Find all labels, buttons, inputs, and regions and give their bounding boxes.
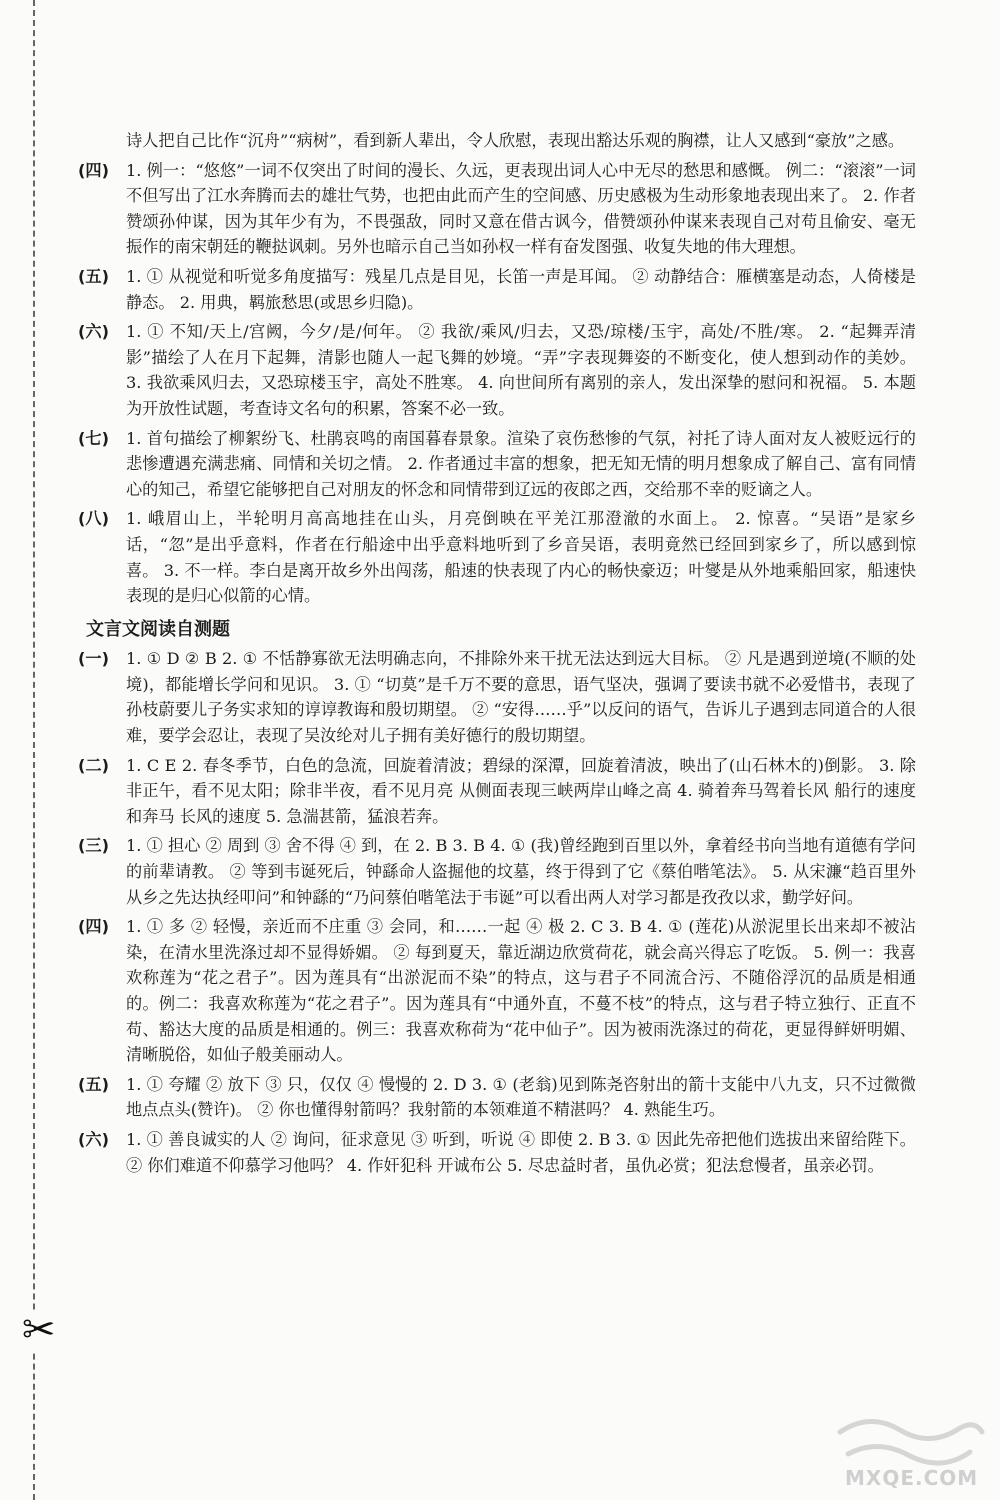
prose-item-6: [78, 1127, 916, 1178]
item-label: (二): [78, 755, 109, 775]
item-text: 1. ① 夸耀 ② 放下 ③ 只，仅仅 ④ 慢慢的 2. D 3. ① (老翁)见到陈尧咨射出的箭十支能中八九支，只不过微微地点点头(赞许)。 ② 你也懂得射箭吗？我射箭的本领难道不精湛吗？ 4. 熟能生巧。: [126, 1074, 916, 1120]
item-text: 1. ① 从视觉和听觉多角度描写：残星几点是目见，长笛一声是耳闻。 ② 动静结合：雁横塞是动态，人倚楼是静态。 2. 用典，羁旅愁思(或思乡归隐)。: [126, 266, 916, 312]
continuation-paragraph: 诗人把自己比作“沉舟”“病树”，看到新人辈出，令人欣慰，表现出豁达乐观的胸襟，让人又感到“豪放”之感。: [126, 131, 905, 150]
poetry-item-8: [78, 506, 916, 608]
answer-content: [78, 128, 916, 1182]
item-label: (六): [78, 1129, 109, 1149]
item-text: 1. 例一：“悠悠”一词不仅突出了时间的漫长、久远，更表现出词人心中无尽的愁思和感慨。 例二：“滚滚”一词不但写出了江水奔腾而去的雄壮气势，也把由此而产生的空间感、历史感极为生动形象地表现出来了。 2. 作者赞颂孙仲谋，因为其年少有为，不畏强敌，同时又意在借古讽今，借赞颂孙仲谋来表现自己对苟且偷安、毫无振作的南宋朝廷的鞭挞讽刺。另外也暗示自己当如孙权一样有奋发图强、收复失地的伟大理想。: [126, 160, 916, 257]
poetry-item-4: [78, 158, 916, 260]
item-text: 1. ① D ② B 2. ① 不恬静寡欲无法明确志向，不排除外来干扰无法达到远大目标。 ② 凡是遇到逆境(不顺的处境)，都能增长学问和见识。 3. ① “切莫”是千万不要的意思，语气坚决，强调了要读书就不必爱惜书，表现了孙枝蔚要儿子务实求知的谆谆教诲和殷切期望。 ② “安得……乎”以反问的语气，告诉儿子遇到志同道合的人很难，要学会忍让，表现了吴汝纶对儿子拥有美好德行的殷切期望。: [126, 649, 916, 746]
prose-item-1: [78, 646, 916, 748]
cut-line: [33, 0, 35, 1500]
poetry-item-6: [78, 319, 916, 421]
item-label: (一): [78, 649, 109, 669]
section-title: 文言文阅读自测题: [86, 618, 230, 640]
prose-item-5: [78, 1072, 916, 1123]
prose-item-4: [78, 914, 916, 1068]
poetry-item-5: [78, 264, 916, 315]
poetry-item-7: [78, 426, 916, 503]
item-label: (五): [78, 266, 109, 286]
item-label: (四): [78, 917, 109, 937]
item-label: (六): [78, 322, 109, 342]
scissors-icon: ✂: [22, 1307, 56, 1353]
prose-item-2: [78, 753, 916, 830]
item-label: (四): [78, 160, 109, 180]
item-label: (五): [78, 1074, 109, 1094]
item-text: 1. ① 不知/天上/宫阙，今夕/是/何年。 ② 我欲/乘风/归去，又恐/琼楼/玉宇，高处/不胜/寒。 2. “起舞弄清影”描绘了人在月下起舞，清影也随人一起飞舞的妙境。“弄”字表现舞姿的不断变化，使人想到动作的美妙。 3. 我欲乘风归去，又恐琼楼玉宇，高处不胜寒。 4. 向世间所有离别的亲人，发出深挚的慰问和祝福。 5. 本题为开放性试题，考查诗文名句的积累，答案不必一致。: [126, 322, 916, 418]
prose-item-3: [78, 833, 916, 910]
item-text: 1. ① 善良诚实的人 ② 询问，征求意见 ③ 听到，听说 ④ 即使 2. B 3. ① 因此先帝把他们选拔出来留给陛下。 ② 你们难道不仰慕学习他吗？ 4. 作奸犯科 开诚布公 5. 尽忠益时者，虽仇必赏；犯法怠慢者，虽亲必罚。: [126, 1129, 916, 1175]
item-label: (七): [78, 428, 109, 448]
item-label: (三): [78, 836, 109, 856]
item-label: (八): [78, 509, 109, 529]
item-text: 1. ① 担心 ② 周到 ③ 舍不得 ④ 到，在 2. B 3. B 4. ① (我)曾经跑到百里以外，拿着经书向当地有道德有学问的前辈请教。 ② 等到韦诞死后，钟繇命人盗掘他的坟墓，终于得到了它《蔡伯喈笔法》。 5. 从宋濂“趋百里外从乡之先达执经叩问”和钟繇的“乃问蔡伯喈笔法于韦诞”可以看出两人对学习都是孜孜以求，勤学好问。: [126, 836, 916, 907]
item-text: 1. 首句描绘了柳絮纷飞、杜鹃哀鸣的南国暮春景象。渲染了哀伤愁惨的气氛，衬托了诗人面对友人被贬远行的悲惨遭遇充满悲痛、同情和关切之情。 2. 作者通过丰富的想象，把无知无情的明月想象成了解自己、富有同情心的知己，希望它能够把自己对朋友的怀念和同情带到辽远的夜郎之西，交给那不幸的贬谪之人。: [126, 428, 916, 499]
item-text: 1. 峨眉山上，半轮明月高高地挂在山头，月亮倒映在平羌江那澄澈的水面上。 2. 惊喜。“吴语”是家乡话，“忽”是出乎意料，作者在行船途中出乎意料地听到了乡音吴语，表明竟然已经回到家乡了，所以感到惊喜。 3. 不一样。李白是离开故乡外出闯荡，船速的快表现了内心的畅快豪迈；叶燮是从外地乘船回家，船速快表现的是归心似箭的心情。: [126, 509, 916, 606]
item-text: 1. ① 多 ② 轻慢，亲近而不庄重 ③ 会同，和……一起 ④ 极 2. C 3. B 4. ① (莲花)从淤泥里长出来却不被沾染，在清水里洗涤过却不显得娇媚。 ② 每到夏天，靠近湖边欣赏荷花，就会高兴得忘了吃饭。 5. 例一：我喜欢称莲为“花之君子”。因为莲具有“出淤泥而不染”的特点，这与君子不同流合污、不随俗浮沉的品质是相通的。例二：我喜欢称莲为“花之君子”。因为莲具有“中通外直，不蔓不枝”的特点，这与君子特立独行、正直不苟、豁达大度的品质是相通的。例三：我喜欢称荷为“花中仙子”。因为被雨洗涤过的荷花，更显得鲜妍明媚、清晰脱俗，如仙子般美丽动人。: [126, 917, 916, 1065]
watermark-text: MXQE.COM: [845, 1466, 979, 1490]
item-text: 1. C E 2. 春冬季节，白色的急流，回旋着清波；碧绿的深潭，回旋着清波，映出了(山石林木的)倒影。 3. 除非正午，看不见太阳；除非半夜，看不见月亮 从侧面表现三峡两岸山峰之高 4. 骑着奔马驾着长风 船行的速度和奔马 长风的速度 5. 急湍甚箭，猛浪若奔。: [126, 755, 916, 826]
